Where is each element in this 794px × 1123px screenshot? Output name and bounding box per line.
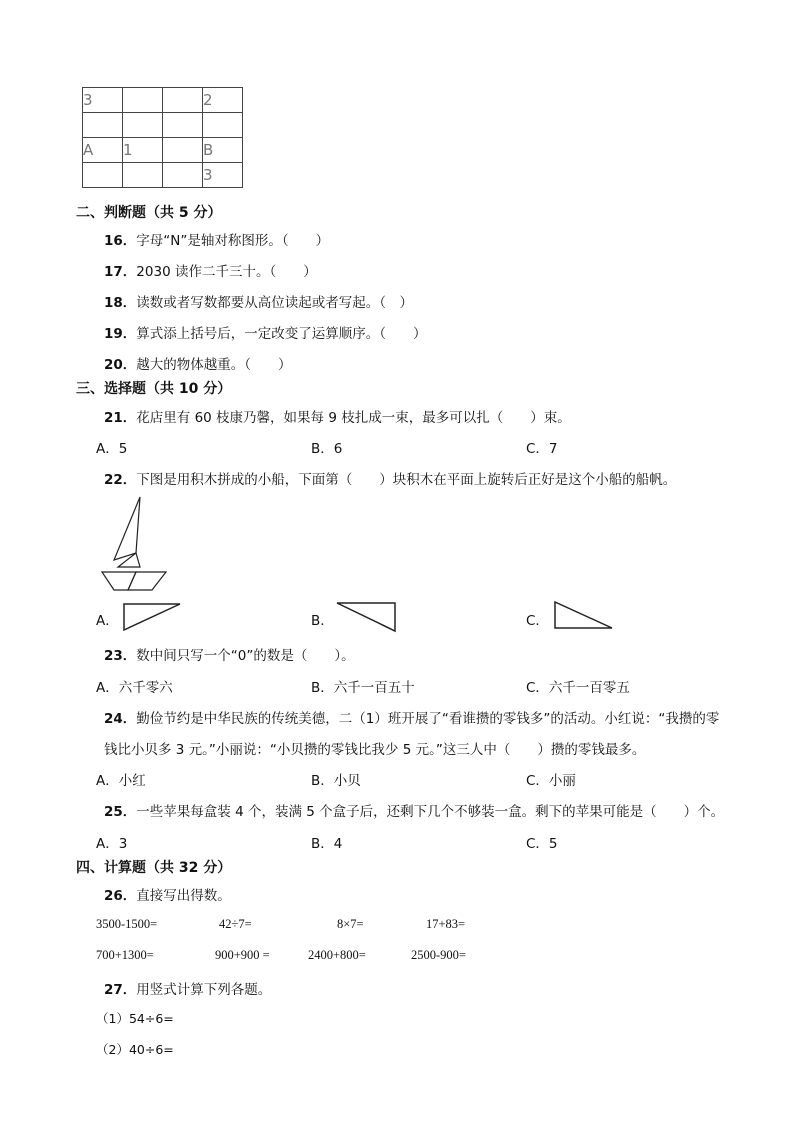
question-27 [104,978,271,998]
question-24-continued: 钱比小贝多 3 元。”小丽说：“小贝攒的零钱比我少 5 元。”这三人中（ ）攒的零钱最多。 [104,742,646,758]
calc-item: 700+1300= [96,948,154,962]
grid-cell [163,88,203,113]
option-a: A．3 [96,836,128,852]
question-text: 2030 读作二千三十。（ ） [136,264,317,280]
grid-cell: 3 [203,163,243,188]
grid-row [83,163,243,188]
question-text: 字母“N”是轴对称图形。（ ） [136,233,330,249]
question-26 [104,884,231,904]
calc-item: 900+900 = [215,948,270,962]
option-c: C． [526,613,549,629]
question-text: 数中间只写一个“0”的数是（ ）。 [136,648,355,664]
question-number: 25． [104,804,137,820]
question-20 [104,353,292,373]
calc-item: 3500-1500= [96,917,158,931]
grid-row [83,138,243,163]
question-text: 下图是用积木拼成的小船，下面第（ ）块积木在平面上旋转后正好是这个小船的船帆。 [136,472,677,488]
calc-item: 17+83= [426,917,466,931]
option-a: A．六千零六 [96,680,173,696]
question-number: 27． [104,982,137,998]
option-b: B．小贝 [311,773,361,789]
calc-item: 42÷7= [219,917,252,931]
grid-cell [163,113,203,138]
question-number: 19． [104,326,137,342]
question-text: 算式添上括号后，一定改变了运算顺序。（ ） [136,326,427,342]
option-a: A． [96,613,119,629]
triangle-option-a [122,602,184,632]
question-text: 勤俭节约是中华民族的传统美德，二（1）班开展了“看谁攒的零钱多”的活动。小红说：“我攒的零 [136,711,720,727]
option-a: A．小红 [96,773,146,789]
question-18 [104,291,413,311]
grid-cell [203,113,243,138]
grid-cell [163,138,203,163]
question-16 [104,229,329,249]
sail-large [114,497,140,560]
question-number: 18． [104,295,137,311]
grid-row [83,88,243,113]
question-number: 26． [104,888,137,904]
hull-left [102,572,136,590]
question-text: 一些苹果每盒装 4 个，装满 5 个盒子后，还剩下几个不够装一盒。剩下的苹果可能是（ ）个。 [136,804,725,820]
question-23 [104,644,355,664]
question-25 [104,800,724,820]
question-text: 花店里有 60 枝康乃馨，如果每 9 枝扎成一束，最多可以扎（ ）束。 [136,410,571,426]
question-text: 直接写出得数。 [136,888,231,904]
question-number: 16． [104,233,137,249]
grid-cell: A [83,138,123,163]
position-grid [82,87,243,188]
question-number: 22． [104,472,137,488]
option-b: B．6 [311,441,343,457]
question-17 [104,260,317,280]
question-21 [104,406,571,426]
triangle-option-b [335,601,399,633]
question-number: 24． [104,711,137,727]
hull-right [128,572,166,590]
section-title-choice: 三、选择题（共 10 分） [76,381,232,397]
question-number: 21． [104,410,137,426]
question-text: 用竖式计算下列各题。 [136,982,272,998]
grid-cell [163,163,203,188]
section-title-calculation: 四、计算题（共 32 分） [76,860,232,876]
option-b: B．4 [311,836,343,852]
grid-cell [123,163,163,188]
option-c: C．六千一百零五 [526,680,630,696]
question-text: 读数或者写数都要从高位读起或者写起。（ ） [136,295,414,311]
option-c: C．小丽 [526,773,576,789]
question-number: 20． [104,357,137,373]
option-c: C．7 [526,441,558,457]
option-c: C．5 [526,836,558,852]
grid-cell: 1 [123,138,163,163]
calc-part-1: （1）54÷6= [96,1011,174,1026]
option-b: B．六千一百五十 [311,680,415,696]
calc-part-2: （2）40÷6= [96,1042,174,1057]
grid-cell [123,113,163,138]
grid-row [83,113,243,138]
question-19 [104,322,427,342]
grid-cell [83,163,123,188]
question-number: 23． [104,648,137,664]
triangle-option-c [552,600,616,632]
grid-cell [83,113,123,138]
question-24 [104,707,719,727]
boat-figure [100,495,170,595]
question-number: 17． [104,264,137,280]
option-b: B． [311,613,334,629]
calc-item: 2500-900= [411,948,466,962]
grid-cell: B [203,138,243,163]
question-text: 越大的物体越重。（ ） [136,357,292,373]
grid-cell: 2 [203,88,243,113]
question-22 [104,468,676,488]
grid-cell [123,88,163,113]
calc-item: 8×7= [337,917,364,931]
grid-cell: 3 [83,88,123,113]
calc-item: 2400+800= [308,948,366,962]
option-a: A．5 [96,441,128,457]
section-title-judgement: 二、判断题（共 5 分） [76,205,222,221]
